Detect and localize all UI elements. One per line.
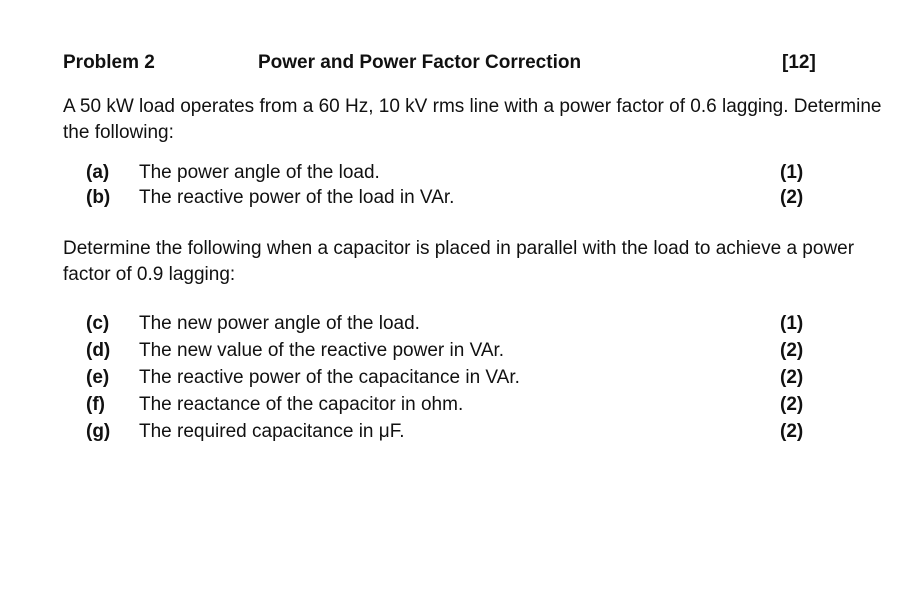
question-g (0, 419, 907, 445)
question-marks: (2) (780, 340, 804, 361)
question-marks: (1) (780, 313, 804, 334)
question-letter: (f) (86, 394, 105, 415)
question-marks: (2) (780, 394, 804, 415)
intro-paragraph: A 50 kW load operates from a 60 Hz, 10 kV rms line with a power factor of 0.6 lagging. Determine the following: (63, 96, 882, 143)
question-marks: (2) (780, 367, 804, 388)
question-letter: (c) (86, 313, 110, 334)
question-text: The new power angle of the load. (139, 313, 420, 334)
question-marks: (1) (780, 162, 804, 183)
question-letter: (d) (86, 340, 111, 361)
question-text: The power angle of the load. (139, 162, 380, 183)
question-text: The new value of the reactive power in VAr. (139, 340, 505, 361)
question-letter: (a) (86, 162, 110, 183)
question-c (0, 311, 907, 337)
question-marks: (2) (780, 421, 804, 442)
question-text: The reactive power of the load in VAr. (139, 187, 455, 208)
question-text: The reactance of the capacitor in ohm. (139, 394, 464, 415)
question-text: The reactive power of the capacitance in VAr. (139, 367, 520, 388)
question-e (0, 365, 907, 391)
question-d (0, 338, 907, 364)
question-letter: (g) (86, 421, 111, 442)
question-text: The required capacitance in μF. (139, 421, 405, 442)
question-b (0, 185, 907, 211)
question-f (0, 392, 907, 418)
question-a (0, 160, 907, 186)
question-letter: (e) (86, 367, 110, 388)
question-marks: (2) (780, 187, 804, 208)
capacitor-paragraph: Determine the following when a capacitor is placed in parallel with the load to achieve a power factor of 0.9 lagging: (63, 238, 855, 285)
total-marks: [12] (782, 52, 816, 73)
problem-number: Problem 2 (63, 52, 155, 73)
question-letter: (b) (86, 187, 111, 208)
problem-title: Power and Power Factor Correction (258, 52, 582, 73)
